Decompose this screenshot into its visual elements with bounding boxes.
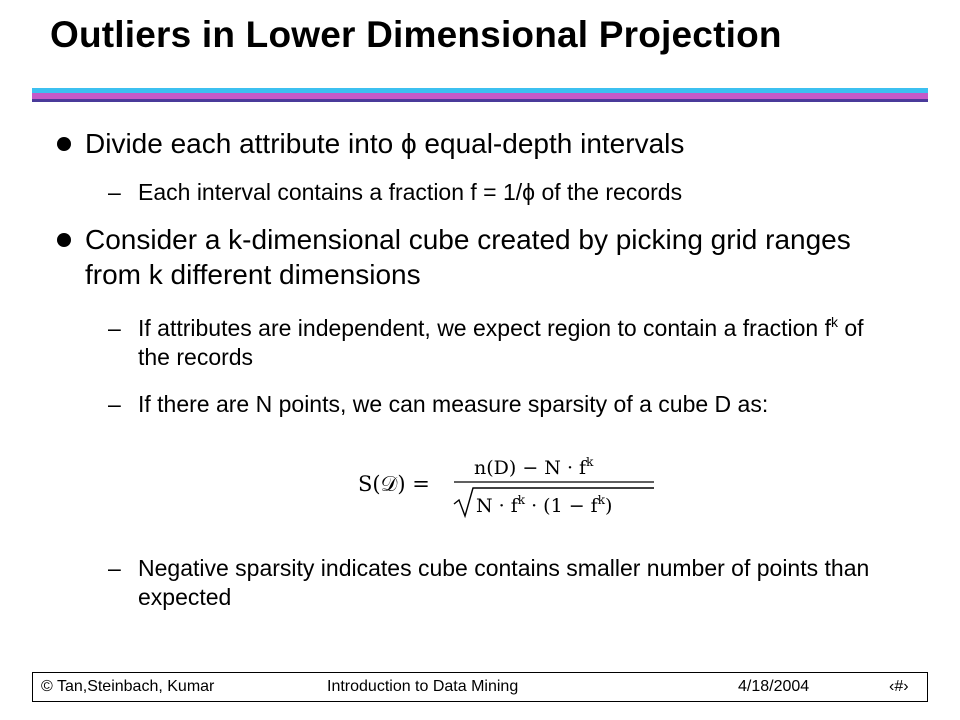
bullet-text: Divide each attribute into ϕ equal-depth intervals bbox=[85, 128, 685, 159]
slide-footer bbox=[32, 672, 928, 702]
sub-bullet-text: If there are N points, we can measure sparsity of a cube D as: bbox=[138, 391, 769, 417]
sub-bullet-text: Each interval contains a fraction f = 1/ϕ of the records bbox=[138, 179, 683, 205]
footer-page-number: ‹#› bbox=[889, 678, 909, 695]
formula-denominator: $N \cdot f^k \cdot (1 - f^k)$ bbox=[476, 493, 613, 517]
sub-bullet-text: Negative sparsity indicates cube contains smaller number of points than expected bbox=[138, 555, 870, 610]
footer-date: 4/18/2004 bbox=[738, 678, 810, 695]
superscript-k: k bbox=[831, 314, 838, 330]
bullet-text: Consider a k-dimensional cube created by picking grid ranges from k different dimensions bbox=[85, 224, 851, 290]
footer-copyright: © Tan,Steinbach, Kumar bbox=[41, 678, 215, 695]
sub-bullet-dash: – bbox=[108, 179, 121, 205]
bullet-dot-icon bbox=[57, 137, 71, 151]
formula-numerator: $n(D) - N \cdot f^k$ bbox=[474, 455, 594, 479]
footer-course-title: Introduction to Data Mining bbox=[327, 678, 519, 695]
bullet-dot-icon bbox=[57, 233, 71, 247]
sparsity-formula bbox=[356, 452, 656, 522]
title-underline bbox=[32, 88, 928, 104]
slide-title: Outliers in Lower Dimensional Projection bbox=[50, 14, 782, 55]
sub-bullet-dash: – bbox=[108, 555, 121, 581]
sub-bullet-dash: – bbox=[108, 391, 121, 417]
sub-bullet-dash: – bbox=[108, 315, 121, 341]
sub-bullet-text: If attributes are independent, we expect region to contain a fraction $f^k$ of the records bbox=[138, 314, 864, 370]
title-underline-bottom-bar bbox=[32, 99, 928, 102]
formula-lhs: S(𝒟) = bbox=[358, 472, 430, 496]
